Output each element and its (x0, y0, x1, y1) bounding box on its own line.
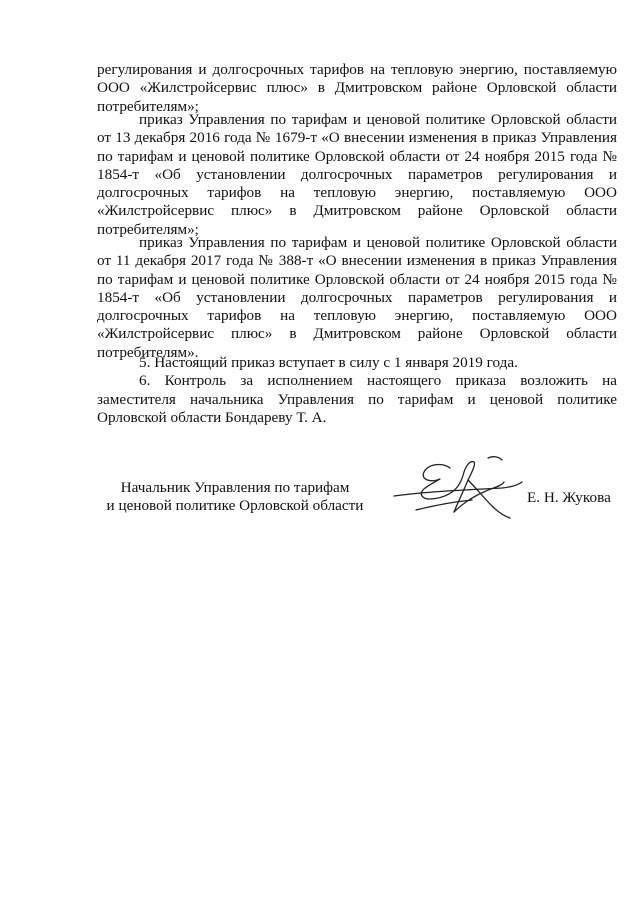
paragraph-text: приказ Управления по тарифам и ценовой политике Орловской области от 13 декабря 2016 года № 1679-т «О внесении изменения в приказ Управления по тарифам и ценовой политике Орловской области от 24 ноября 2015 года № 1854-т «Об установлении долгосрочных параметров регулирования и долгосрочных тарифов на тепловую энергию, поставляемую ООО «Жилстройсервис плюс» в Дмитровском районе Орловской области потребителям»; (97, 111, 617, 238)
clause-5: 5. Настоящий приказ вступает в силу с 1 января 2019 года. (139, 354, 518, 371)
paragraph-order-388 (97, 234, 617, 362)
signer-title (100, 479, 370, 516)
paragraph-continuation (97, 61, 617, 116)
handwritten-signature (392, 452, 524, 524)
numbered-clauses (97, 354, 617, 427)
paragraph-text: приказ Управления по тарифам и ценовой политике Орловской области от 11 декабря 2017 года № 388-т «О внесении изменения в приказ Управления по тарифам и ценовой политике Орловской области от 24 ноября 2015 года № 1854-т «Об установлении долгосрочных параметров регулирования и долгосрочных тарифов на тепловую энергию, поставляемую ООО «Жилстройсервис плюс» в Дмитровском районе Орловской области потребителям». (97, 234, 617, 361)
signer-title-line-2: и ценовой политике Орловской области (106, 497, 364, 515)
clause-6: 6. Контроль за исполнением настоящего приказа возложить на заместителя начальника Управления по тарифам и ценовой политике Орловской области Бондареву Т. А. (97, 372, 617, 426)
signer-title-line-1: Начальник Управления по тарифам (120, 479, 350, 496)
paragraph-text: регулирования и долгосрочных тарифов на тепловую энергию, поставляемую ООО «Жилстройсервис плюс» в Дмитровском районе Орловской области потребителям»; (97, 61, 617, 115)
paragraph-order-1679 (97, 111, 617, 239)
signatory-name: Е. Н. Жукова (527, 489, 611, 506)
